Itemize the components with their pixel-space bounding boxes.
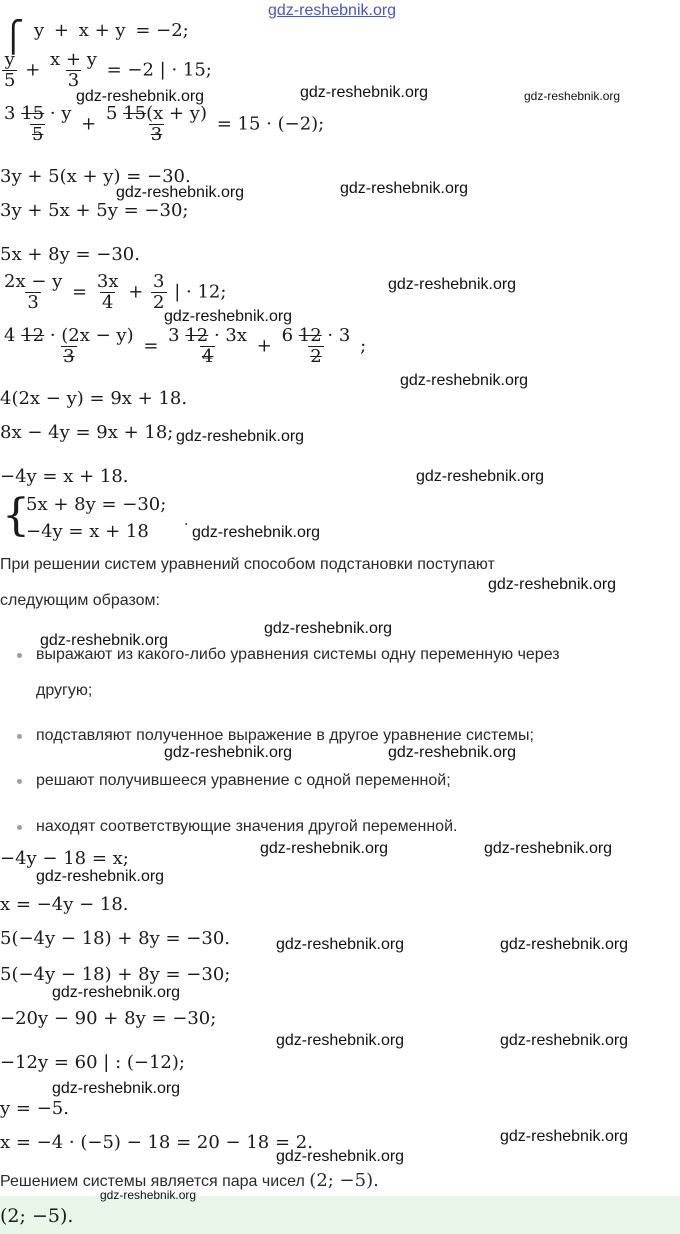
system2-step2 [0, 326, 366, 367]
fraction-denominator: 4 [101, 292, 114, 313]
system-brace: { [2, 490, 30, 541]
watermark: gdz-reshebnik.org [176, 428, 305, 445]
watermark: gdz-reshebnik.org [36, 868, 165, 885]
solution-line8: x = −4 · (−5) − 18 = 20 − 18 = 2. [0, 1132, 313, 1153]
bullet-dot [17, 825, 22, 830]
fraction-denominator: 3 [67, 70, 80, 91]
operator: + [256, 335, 272, 357]
watermark: gdz-reshebnik.org [500, 936, 629, 953]
fraction-denominator: 3 [150, 124, 163, 145]
fraction-denominator: 5 [4, 70, 16, 91]
fraction-denominator: 2 [153, 292, 165, 313]
struck-number: 12 [298, 325, 322, 346]
watermark: gdz-reshebnik.org [40, 632, 169, 649]
fraction-denominator: 4 [201, 346, 214, 367]
watermark: gdz-reshebnik.org [276, 1148, 405, 1165]
fraction-numerator: 3x [96, 271, 119, 292]
solution-line7: y = −5. [0, 1098, 69, 1119]
operator: + [128, 281, 144, 303]
system2-line3: −4y = x + 18. [0, 466, 129, 487]
intro-line2: следующим образом: [0, 592, 160, 609]
intro-line1: При решении систем уравнений способом подстановки поступают [0, 556, 495, 573]
watermark: gdz-reshebnik.org [276, 936, 405, 953]
fraction-numerator: x + y [78, 20, 126, 41]
cancelled-factor: 6 [281, 325, 294, 346]
fraction-denominator: 3 [27, 292, 39, 313]
struck-number: 12 [21, 325, 45, 346]
stray-dot: · [184, 517, 189, 533]
fraction-numerator: y [34, 20, 45, 41]
answer-value: (2; −5). [0, 1205, 74, 1227]
bullet-dot [17, 734, 22, 739]
cancelled-factor: 5 [106, 103, 118, 124]
system2-line2: 8x − 4y = 9x + 18; [0, 422, 174, 443]
watermark: gdz-reshebnik.org [76, 88, 205, 105]
list-item-3: решают получившееся уравнение с одной переменной; [36, 772, 451, 789]
fraction-numerator: · 3x [208, 325, 248, 346]
fraction-denominator: 3 [63, 346, 75, 367]
system1-step2 [0, 104, 324, 145]
watermark: gdz-reshebnik.org [388, 744, 517, 761]
system3-eq2: −4y = x + 18 [26, 521, 149, 542]
equation-rhs: ; [360, 335, 367, 357]
solution-line1: −4y − 18 = x; [0, 848, 129, 869]
watermark: gdz-reshebnik.org [484, 840, 613, 857]
system1-line2: 3y + 5x + 5y = −30; [0, 200, 189, 221]
solution-line3: 5(−4y − 18) + 8y = −30. [0, 928, 231, 949]
operator: + [81, 113, 97, 135]
bullet-dot [17, 779, 22, 784]
fraction-denominator: 2 [310, 346, 322, 367]
cancelled-factor: 4 [4, 325, 16, 346]
equation-rhs: | · 12; [174, 281, 227, 303]
fraction-numerator: 3 [153, 271, 165, 292]
watermark: gdz-reshebnik.org [300, 84, 429, 101]
fraction-numerator: · (2x − y) [44, 325, 134, 346]
system1-line3: 5x + 8y = −30. [0, 244, 140, 265]
fraction-numerator: 2x − y [4, 271, 63, 292]
watermark: gdz-reshebnik.org [488, 576, 617, 593]
watermark: gdz-reshebnik.org [524, 89, 621, 103]
watermark: gdz-reshebnik.org [416, 468, 545, 485]
watermark: gdz-reshebnik.org [164, 308, 293, 325]
struck-number: 15 [123, 103, 147, 124]
conclusion-label: Решением системы является пара чисел [0, 1173, 310, 1190]
watermark: gdz-reshebnik.org [52, 984, 181, 1001]
system2-line1: 4(2x − y) = 9x + 18. [0, 388, 188, 409]
system1-step1 [0, 50, 212, 91]
equation-rhs: = −2 | · 15; [106, 59, 212, 81]
watermark: gdz-reshebnik.org [260, 840, 389, 857]
list-item-2: подставляют полученное выражение в другое уравнение системы; [36, 727, 534, 744]
watermark: gdz-reshebnik.org [276, 1032, 405, 1049]
fraction-numerator: (x + y) [146, 103, 207, 124]
list-item-4: находят соответствующие значения другой переменной. [36, 818, 458, 835]
watermark: gdz-reshebnik.org [52, 1080, 181, 1097]
watermark: gdz-reshebnik.org [100, 1188, 197, 1202]
system2-step1 [0, 272, 226, 313]
solution-line2: x = −4y − 18. [0, 894, 129, 915]
solution-line6: −12y = 60 | : (−12); [0, 1052, 185, 1073]
equation-rhs: = −2; [135, 20, 189, 41]
watermark: gdz-reshebnik.org [500, 1032, 629, 1049]
watermark: gdz-reshebnik.org [500, 1128, 629, 1145]
watermark: gdz-reshebnik.org [400, 372, 529, 389]
watermark: gdz-reshebnik.org [116, 184, 245, 201]
system1-eq1 [30, 20, 189, 42]
watermark: gdz-reshebnik.org [264, 620, 393, 637]
solution-line4: 5(−4y − 18) + 8y = −30; [0, 964, 231, 985]
struck-number: 15 [21, 103, 45, 124]
fraction-numerator: · y [44, 103, 72, 124]
watermark: gdz-reshebnik.org [340, 180, 469, 197]
system3-eq1: 5x + 8y = −30; [26, 494, 167, 515]
fraction-denominator: 5 [31, 124, 44, 145]
conclusion-pair: (2; −5). [309, 1170, 379, 1191]
cancelled-factor: 3 [168, 325, 180, 346]
solution-line5: −20y − 90 + 8y = −30; [0, 1008, 217, 1029]
watermark: gdz-reshebnik.org [192, 524, 321, 541]
operator: = [143, 335, 159, 357]
operator: = [72, 281, 88, 303]
watermark-top-link[interactable]: gdz-reshebnik.org [268, 2, 397, 19]
watermark: gdz-reshebnik.org [164, 744, 293, 761]
system-brace: ⎧ [2, 20, 25, 55]
system1-line1: 3y + 5(x + y) = −30. [0, 166, 191, 187]
cancelled-factor: 3 [4, 103, 16, 124]
struck-number: 12 [185, 325, 209, 346]
list-item-1-line1: выражают из какого-либо уравнения системы одну переменную через [36, 646, 560, 663]
equation-rhs: = 15 · (−2); [216, 113, 325, 135]
fraction-numerator: y [4, 49, 15, 70]
watermark: gdz-reshebnik.org [388, 276, 517, 293]
operator: + [53, 20, 69, 41]
fraction-numerator: x + y [50, 49, 97, 70]
bullet-dot [17, 653, 22, 658]
list-item-1-line2: другую; [36, 682, 93, 699]
fraction-numerator: · 3 [321, 325, 351, 346]
operator: + [25, 59, 41, 81]
